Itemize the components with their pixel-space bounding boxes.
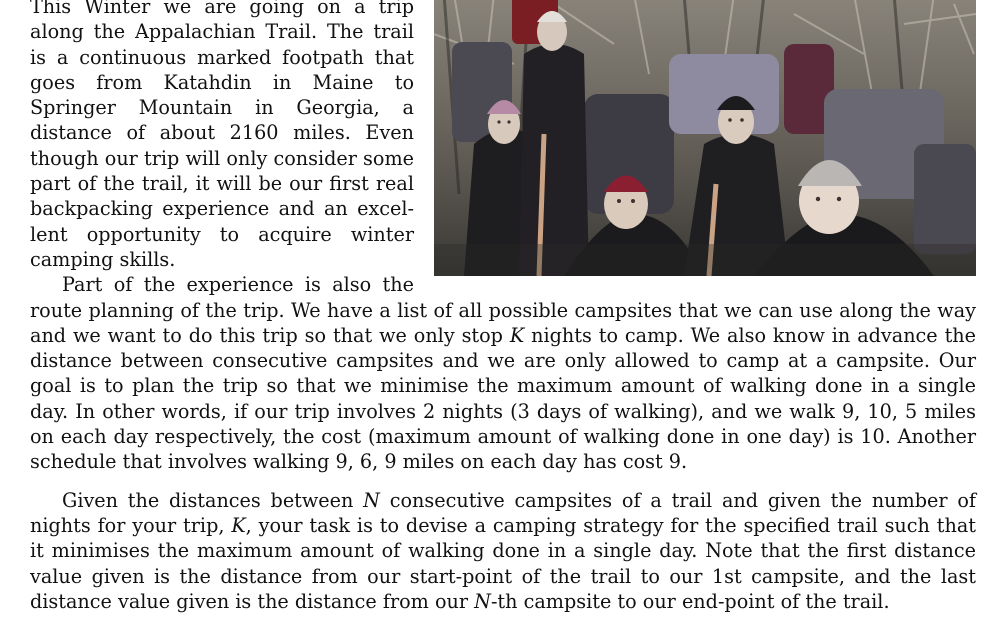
hikers-photo bbox=[434, 0, 976, 276]
variable-k: K bbox=[509, 323, 525, 347]
paragraph-route-planning-text-a: Part of the experience is also the route planning of the trip. We have a list of all possible campsites that we can use along the way and we want to do this trip so that we only stop bbox=[30, 273, 976, 347]
variable-n: N bbox=[363, 488, 380, 512]
paragraph-task-text-c: , your task is to devise a camping strategy for the specified trail such that it minimises the maximum amount of walking done in a single day. Note that the first distance value given is the distance from our start-point of the trail to our 1st campsite, and the last distance value given is the distance from our bbox=[30, 513, 976, 613]
paragraph-task-text-b: consecutive campsites of a trail and given the number of nights for your trip, bbox=[30, 488, 976, 537]
paragraph-task-text-d: -th campsite to our end-point of the trail. bbox=[490, 589, 890, 613]
paragraph-task-text-a: Given the distances between bbox=[62, 488, 364, 512]
paragraph-intro: This Winter we are going on a trip along the Appalachian Trail. The trail is a continuous marked footpath that goes from Katahdin in Maine to Springer Mountain in Georgia, a distance of about 2160 miles. Even though our trip will only consider some part of the trail, it will be our first real backpacking experience and an excellent opportunity to acquire winter camping skills. bbox=[30, 0, 414, 271]
hikers-photo-image bbox=[434, 0, 976, 276]
paragraph-task bbox=[30, 488, 976, 614]
paragraph-route-planning-text-b: nights to camp. We also know in advance the distance between consecutive campsites and we are only allowed to camp at a campsite. Our goal is to plan the trip so that we minimise the maximum amount of walking done in a single day. In other words, if our trip involves 2 nights (3 days of walking), and we walk 9, 10, 5 miles on each day respectively, the cost (maximum amount of walking done in one day) is 10. Another schedule that involves walking 9, 6, 9 miles on each day has cost 9. bbox=[30, 323, 976, 474]
variable-k: K bbox=[231, 513, 246, 537]
variable-n: N bbox=[474, 589, 491, 613]
document-page bbox=[30, 0, 976, 614]
paragraph-route-planning bbox=[30, 272, 976, 474]
